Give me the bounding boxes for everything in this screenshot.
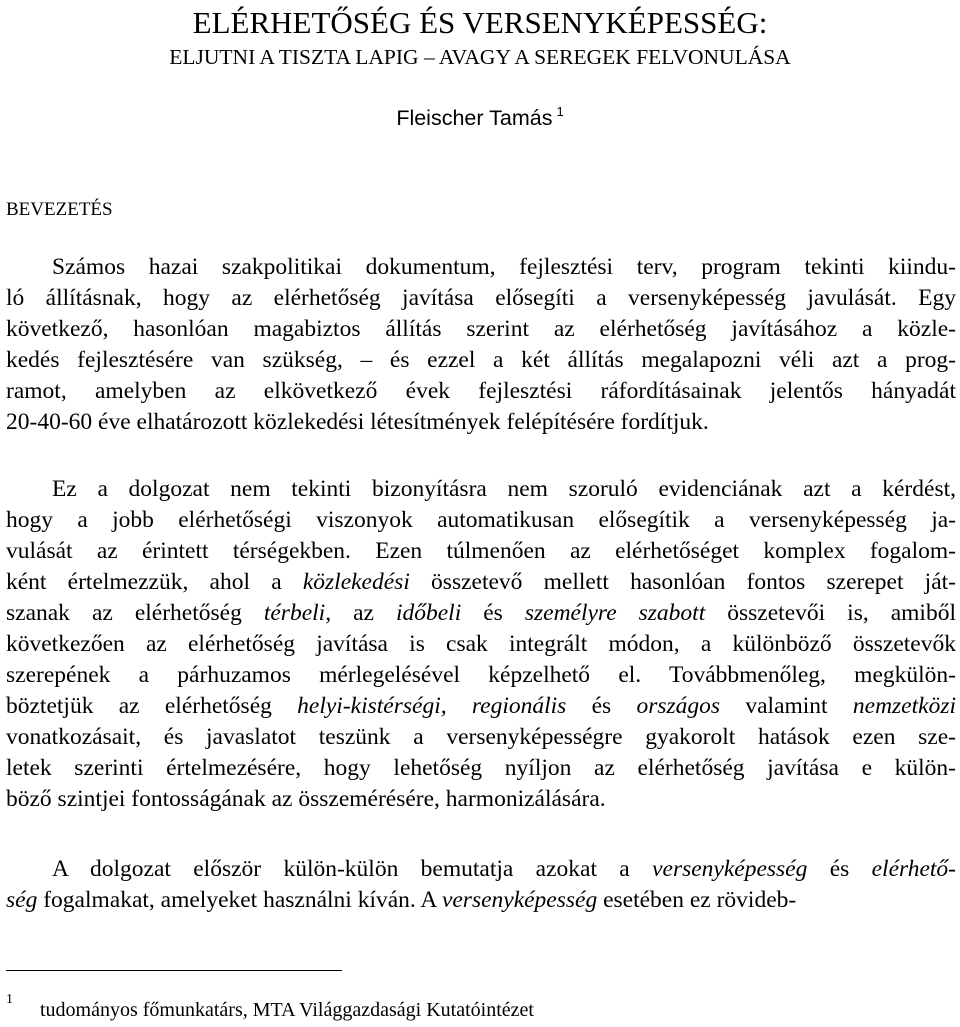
italic-text-run: helyi-kistérségi, regionális bbox=[297, 693, 567, 719]
text-line bbox=[6, 885, 956, 916]
italic-text-run: elérhető- bbox=[871, 856, 957, 882]
footnote-text: tudományos főmunkatárs, MTA Világgazdasági Kutatóintézet bbox=[40, 999, 534, 1021]
text-run: böztetjük az elérhetőség bbox=[6, 693, 298, 719]
author-line bbox=[0, 103, 960, 133]
italic-text-run: időbeli bbox=[395, 600, 462, 626]
text-line bbox=[6, 376, 956, 407]
text-run: ló állításnak, hogy az elérhetőség javítása elősegíti a versenyképesség javulását. Egy bbox=[6, 285, 956, 311]
text-run: esetében ez rövideb- bbox=[597, 887, 797, 913]
page-title: ELÉRHETŐSÉG ÉS VERSENYKÉPESSÉG: bbox=[192, 5, 768, 40]
footnote-separator bbox=[6, 970, 342, 971]
text-run: letek szerinti értelmezésére, hogy lehetőség nyíljon az elérhetőség javítása e külön- bbox=[6, 755, 956, 781]
text-line bbox=[6, 660, 956, 691]
text-line bbox=[6, 474, 956, 505]
text-line bbox=[6, 407, 956, 438]
text-run: szanak az elérhetőség bbox=[6, 600, 264, 626]
text-run: és bbox=[807, 856, 872, 882]
text-run: szerepének a párhuzamos mérlegelésével képzelhető el. Továbbmenőleg, megkülön- bbox=[6, 662, 956, 688]
text-run: Számos hazai szakpolitikai dokumentum, fejlesztési terv, program tekinti kiindu- bbox=[52, 254, 956, 280]
text-run: ként értelmezzük, ahol a bbox=[6, 569, 303, 595]
text-run: fogalmakat, amelyeket használni kíván. A bbox=[37, 887, 442, 913]
italic-text-run: térbeli bbox=[263, 600, 326, 626]
text-line bbox=[6, 345, 956, 376]
italic-text-run: ség bbox=[6, 887, 38, 913]
text-line bbox=[6, 598, 956, 629]
text-line bbox=[6, 252, 956, 283]
text-run: összetevő mellett hasonlóan fontos szerepet ját- bbox=[409, 569, 956, 595]
text-line bbox=[6, 629, 956, 660]
italic-text-run: versenyképesség bbox=[652, 856, 808, 882]
text-run: vonatkozásait, és javaslatot teszünk a versenyképességre gyakorolt hatások ezen sze- bbox=[6, 724, 956, 750]
author-footnote-ref: 1 bbox=[556, 104, 564, 119]
text-run: és bbox=[566, 693, 637, 719]
footnote-number: 1 bbox=[6, 992, 13, 1007]
text-line bbox=[6, 314, 956, 345]
author-name: Fleischer Tamás bbox=[396, 106, 553, 130]
paragraph-3 bbox=[6, 854, 956, 916]
text-run: következő, hasonlóan magabiztos állítás szerint az elérhetőség javításához a közle- bbox=[6, 316, 956, 342]
text-run: böző szintjei fontosságának az összemérésére, harmonizálására. bbox=[6, 786, 606, 812]
text-run: ramot, amelyben az elkövetkező évek fejlesztési ráfordításainak jelentős hányadát bbox=[6, 378, 956, 404]
text-run: összetevői is, amiből bbox=[705, 600, 956, 626]
text-run: valamint bbox=[720, 693, 853, 719]
paragraph-1 bbox=[6, 252, 956, 438]
text-line bbox=[6, 505, 956, 536]
text-line bbox=[6, 567, 956, 598]
paragraph-2 bbox=[6, 474, 956, 815]
text-line bbox=[6, 722, 956, 753]
text-run: következően az elérhetőség javítása is csak integrált módon, a különböző összetevők bbox=[6, 631, 956, 657]
text-run: kedés fejlesztésére van szükség, – és ezzel a két állítás megalapozni véli azt a prog- bbox=[6, 347, 956, 373]
text-run: A dolgozat először külön-külön bemutatja azokat a bbox=[52, 856, 653, 882]
italic-text-run: versenyképesség bbox=[441, 887, 598, 913]
text-line bbox=[6, 753, 956, 784]
text-line bbox=[6, 854, 956, 885]
italic-text-run: személyre szabott bbox=[524, 600, 706, 626]
text-run: , az bbox=[325, 600, 396, 626]
italic-text-run: közlekedési bbox=[302, 569, 410, 595]
italic-text-run: országos bbox=[636, 693, 721, 719]
page-subtitle: ELJUTNI A TISZTA LAPIG – AVAGY A SEREGEK FELVONULÁSA bbox=[169, 45, 791, 69]
text-line bbox=[6, 283, 956, 314]
section-heading: BEVEZETÉS bbox=[6, 199, 113, 220]
text-run: Ez a dolgozat nem tekinti bizonyításra nem szoruló evidenciának azt a kérdést, bbox=[52, 476, 956, 502]
italic-text-run: nemzetközi bbox=[852, 693, 957, 719]
text-line bbox=[6, 784, 956, 815]
text-run: vulását az érintett térségekben. Ezen túlmenően az elérhetőséget komplex fogalom- bbox=[6, 538, 956, 564]
text-line bbox=[6, 691, 956, 722]
text-run: és bbox=[461, 600, 525, 626]
text-run: hogy a jobb elérhetőségi viszonyok automatikusan elősegítik a versenyképesség ja- bbox=[6, 507, 956, 533]
text-run: 20-40-60 éve elhatározott közlekedési létesítmények felépítésére fordítjuk. bbox=[6, 409, 709, 435]
text-line bbox=[6, 536, 956, 567]
